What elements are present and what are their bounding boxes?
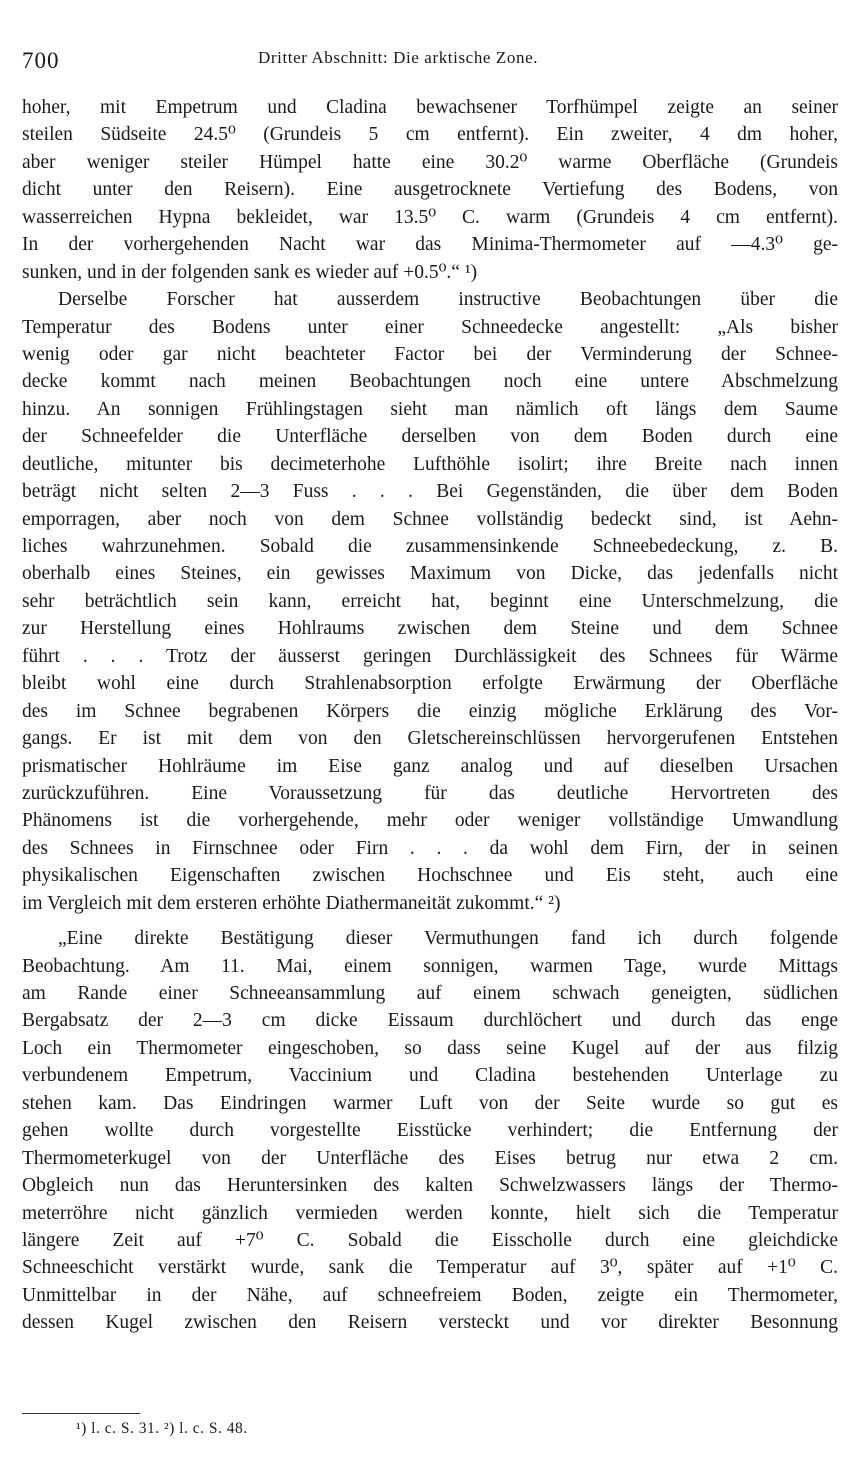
text-line: „Eine direkte Bestätigung dieser Vermuthungen fand ich durch folgende — [58, 928, 838, 950]
footnotes: ¹) l. c. S. 31. ²) l. c. S. 48. — [76, 1420, 248, 1437]
text-line: im Vergleich mit dem ersteren erhöhte Diathermaneität zukommt.“ ²) — [22, 892, 561, 914]
text-line: bleibt wohl eine durch Strahlenabsorption erfolgte Erwärmung der Oberfläche — [22, 673, 838, 695]
running-title: Dritter Abschnitt: Die arktische Zone. — [258, 48, 539, 67]
text-line: decke kommt nach meinen Beobachtungen noch eine untere Abschmelzung — [22, 371, 838, 393]
text-line: verbundenem Empetrum, Vaccinium und Cladina bestehenden Unterlage zu — [22, 1065, 838, 1087]
text-line: steilen Südseite 24.5⁰ (Grundeis 5 cm entfernt). Ein zweiter, 4 dm hoher, — [22, 124, 838, 146]
text-line: gehen wollte durch vorgestellte Eisstücke verhindert; die Entfernung der — [22, 1120, 838, 1142]
text-line: Beobachtung. Am 11. Mai, einem sonnigen, warmen Tage, wurde Mittags — [22, 955, 838, 977]
text-line: prismatischer Hohlräume im Eise ganz analog und auf dieselben Ursachen — [22, 755, 838, 777]
text-line: zurückzuführen. Eine Voraussetzung für das deutliche Hervortreten des — [22, 782, 838, 804]
text-line: Thermometerkugel von der Unterfläche des Eises betrug nur etwa 2 cm. — [22, 1147, 838, 1169]
text-line: Schneeschicht verstärkt wurde, sank die Temperatur auf 3⁰, später auf +1⁰ C. — [22, 1257, 838, 1279]
text-line: Loch ein Thermometer eingeschoben, so dass seine Kugel auf der aus filzig — [22, 1037, 838, 1059]
text-line: hinzu. An sonnigen Frühlingstagen sieht man nämlich oft längs dem Saume — [22, 398, 838, 420]
paragraph-2 — [22, 286, 838, 917]
text-line: liches wahrzunehmen. Sobald die zusammensinkende Schneebedeckung, z. B. — [22, 536, 838, 557]
text-line: beträgt nicht selten 2—3 Fuss . . . Bei Gegenständen, die über dem Boden — [22, 481, 838, 503]
text-line: des Schnees in Firnschnee oder Firn . . . da wohl dem Firn, der in seinen — [22, 837, 838, 859]
text-line: Phänomens ist die vorhergehende, mehr oder weniger vollständige Umwandlung — [22, 810, 838, 832]
text-line: oberhalb eines Steines, ein gewisses Maximum von Dicke, das jedenfalls nicht — [22, 563, 838, 585]
footnote-rule — [22, 1413, 140, 1414]
text-line: stehen kam. Das Eindringen warmer Luft von der Seite wurde so gut es — [22, 1092, 838, 1114]
text-line: der Schneefelder die Unterfläche derselben von dem Boden durch eine — [22, 426, 838, 448]
text-line: In der vorhergehenden Nacht war das Minima-Thermometer auf —4.3⁰ ge- — [22, 234, 838, 256]
text-line: Obgleich nun das Heruntersinken des kalten Schwelzwassers längs der Thermo- — [22, 1175, 838, 1197]
text-line: aber weniger steiler Hümpel hatte eine 30.2⁰ warme Oberfläche (Grundeis — [22, 151, 838, 173]
text-line: Bergabsatz der 2—3 cm dicke Eissaum durchlöchert und durch das enge — [22, 1010, 838, 1032]
text-line: längere Zeit auf +7⁰ C. Sobald die Eisscholle durch eine gleichdicke — [22, 1229, 838, 1251]
page-number: 700 — [22, 48, 60, 73]
text-line: meterröhre nicht gänzlich vermieden werden konnte, hielt sich die Temperatur — [22, 1202, 838, 1224]
text-line: wasserreichen Hypna bekleidet, war 13.5⁰ C. warm (Grundeis 4 cm entfernt). — [22, 206, 838, 228]
text-line: am Rande einer Schneeansammlung auf einem schwach geneigten, südlichen — [22, 983, 838, 1004]
text-line: Temperatur des Bodens unter einer Schneedecke angestellt: „Als bisher — [22, 316, 838, 338]
text-line: sehr beträchtlich sein kann, erreicht hat, beginnt eine Unterschmelzung, die — [22, 590, 838, 612]
paragraph-1 — [22, 94, 838, 286]
text-line: Unmittelbar in der Nähe, auf schneefreiem Boden, zeigte ein Thermometer, — [22, 1284, 838, 1306]
text-line: dessen Kugel zwischen den Reisern versteckt und vor direkter Besonnung — [22, 1312, 838, 1334]
text-line: hoher, mit Empetrum und Cladina bewachsener Torfhümpel zeigte an seiner — [22, 97, 838, 118]
text-line: gangs. Er ist mit dem von den Gletschereinschlüssen hervorgerufenen Entstehen — [22, 728, 838, 750]
text-line: dicht unter den Reisern). Eine ausgetrocknete Vertiefung des Bodens, von — [22, 179, 838, 201]
text-line: des im Schnee begrabenen Körpers die einzig mögliche Erklärung des Vor- — [22, 700, 838, 722]
text-line: emporragen, aber noch von dem Schnee vollständig bedeckt sind, ist Aehn- — [22, 508, 838, 530]
text-line: physikalischen Eigenschaften zwischen Hochschnee und Eis steht, auch eine — [22, 865, 838, 887]
text-line: zur Herstellung eines Hohlraums zwischen dem Steine und dem Schnee — [22, 618, 838, 640]
text-line: wenig oder gar nicht beachteter Factor bei der Verminderung der Schnee- — [22, 343, 838, 365]
paragraph-gap — [22, 917, 838, 925]
text-line: sunken, und in der folgenden sank es wieder auf +0.5⁰.“ ¹) — [22, 261, 478, 283]
body-text — [22, 94, 838, 1337]
text-line: deutliche, mitunter bis decimeterhohe Lufthöhle isolirt; ihre Breite nach innen — [22, 453, 838, 475]
paragraph-3 — [22, 925, 838, 1337]
text-line: Derselbe Forscher hat ausserdem instructive Beobachtungen über die — [58, 289, 838, 311]
text-line: führt . . . Trotz der äusserst geringen Durchlässigkeit des Schnees für Wärme — [22, 645, 838, 667]
